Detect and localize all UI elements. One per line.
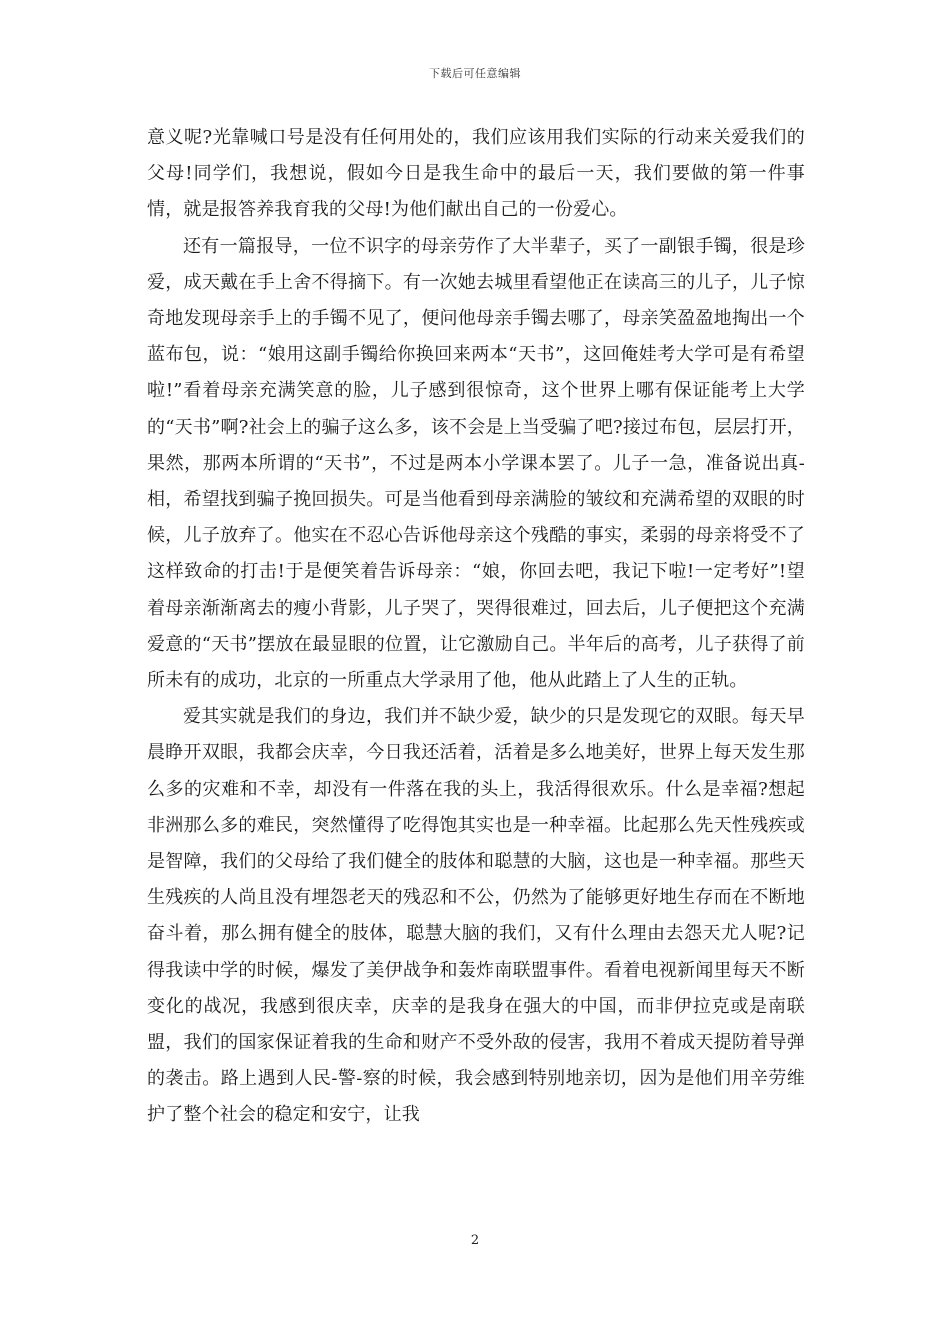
document-body (147, 120, 805, 1134)
paragraph-love-around-us: 爱其实就是我们的身边，我们并不缺少爱，缺少的只是发现它的双眼。每天早晨睁开双眼，我都会庆幸，今日我还活着，活着是多么地美好，世界上每天发生那么多的灾难和不幸，却没有一件落在我的头上，我活得很欢乐。什么是幸福?想起非洲那么多的难民，突然懂得了吃得饱其实也是一种幸福。比起那么先天性残疾或是智障，我们的父母给了我们健全的肢体和聪慧的大脑，这也是一种幸福。那些天生残疾的人尚且没有埋怨老天的残忍和不公，仍然为了能够更好地生存而在不断地奋斗着，那么拥有健全的肢体，聪慧大脑的我们，又有什么理由去怨天尤人呢?记得我读中学的时候，爆发了美伊战争和轰炸南联盟事件。看着电视新闻里每天不断变化的战况，我感到很庆幸，庆幸的是我身在强大的中国，而非伊拉克或是南联盟，我们的国家保证着我的生命和财产不受外敌的侵害，我用不着成天提防着导弹的袭击。路上遇到人民-警-察的时候，我会感到特别地亲切，因为是他们用辛劳维护了整个社会的稳定和安宁，让我 (147, 706, 805, 1126)
page-header: 下载后可任意编辑 (429, 67, 521, 80)
paragraph-continuation: 意义呢?光靠喊口号是没有任何用处的，我们应该用我们实际的行动来关爱我们的父母!同学们，我想说，假如今日是我生命中的最后一天，我们要做的第一件事情，就是报答养我育我的父母!为他们献出自己的一份爱心。 (147, 127, 805, 221)
paragraph-mother-bracelet-story: 还有一篇报导，一位不识字的母亲劳作了大半辈子，买了一副银手镯，很是珍爱，成天戴在手上舍不得摘下。有一次她去城里看望他正在读高三的儿子，儿子惊奇地发现母亲手上的手镯不见了，便问他母亲手镯去哪了，母亲笑盈盈地掏出一个蓝布包，说：“娘用这副手镯给你换回来两本“天书”，这回俺娃考大学可是有希望啦!”看着母亲充满笑意的脸，儿子感到很惊奇，这个世界上哪有保证能考上大学的“天书”啊?社会上的骗子这么多，该不会是上当受骗了吧?接过布包，层层打开，果然，那两本所谓的“天书”，不过是两本小学课本罢了。儿子一急，准备说出真-相，希望找到骗子挽回损失。可是当他看到母亲满脸的皱纹和充满希望的双眼的时候，儿子放弃了。他实在不忍心告诉他母亲这个残酷的事实，柔弱的母亲将受不了这样致命的打击!于是便笑着告诉母亲：“娘，你回去吧，我记下啦!一定考好”!望着母亲渐渐离去的瘦小背影，儿子哭了，哭得很难过，回去后，儿子便把这个充满爱意的“天书”摆放在最显眼的位置，让它激励自己。半年后的高考，儿子获得了前所未有的成功，北京的一所重点大学录用了他，他从此踏上了人生的正轨。 (147, 235, 805, 692)
page-number: 2 (470, 1233, 480, 1248)
